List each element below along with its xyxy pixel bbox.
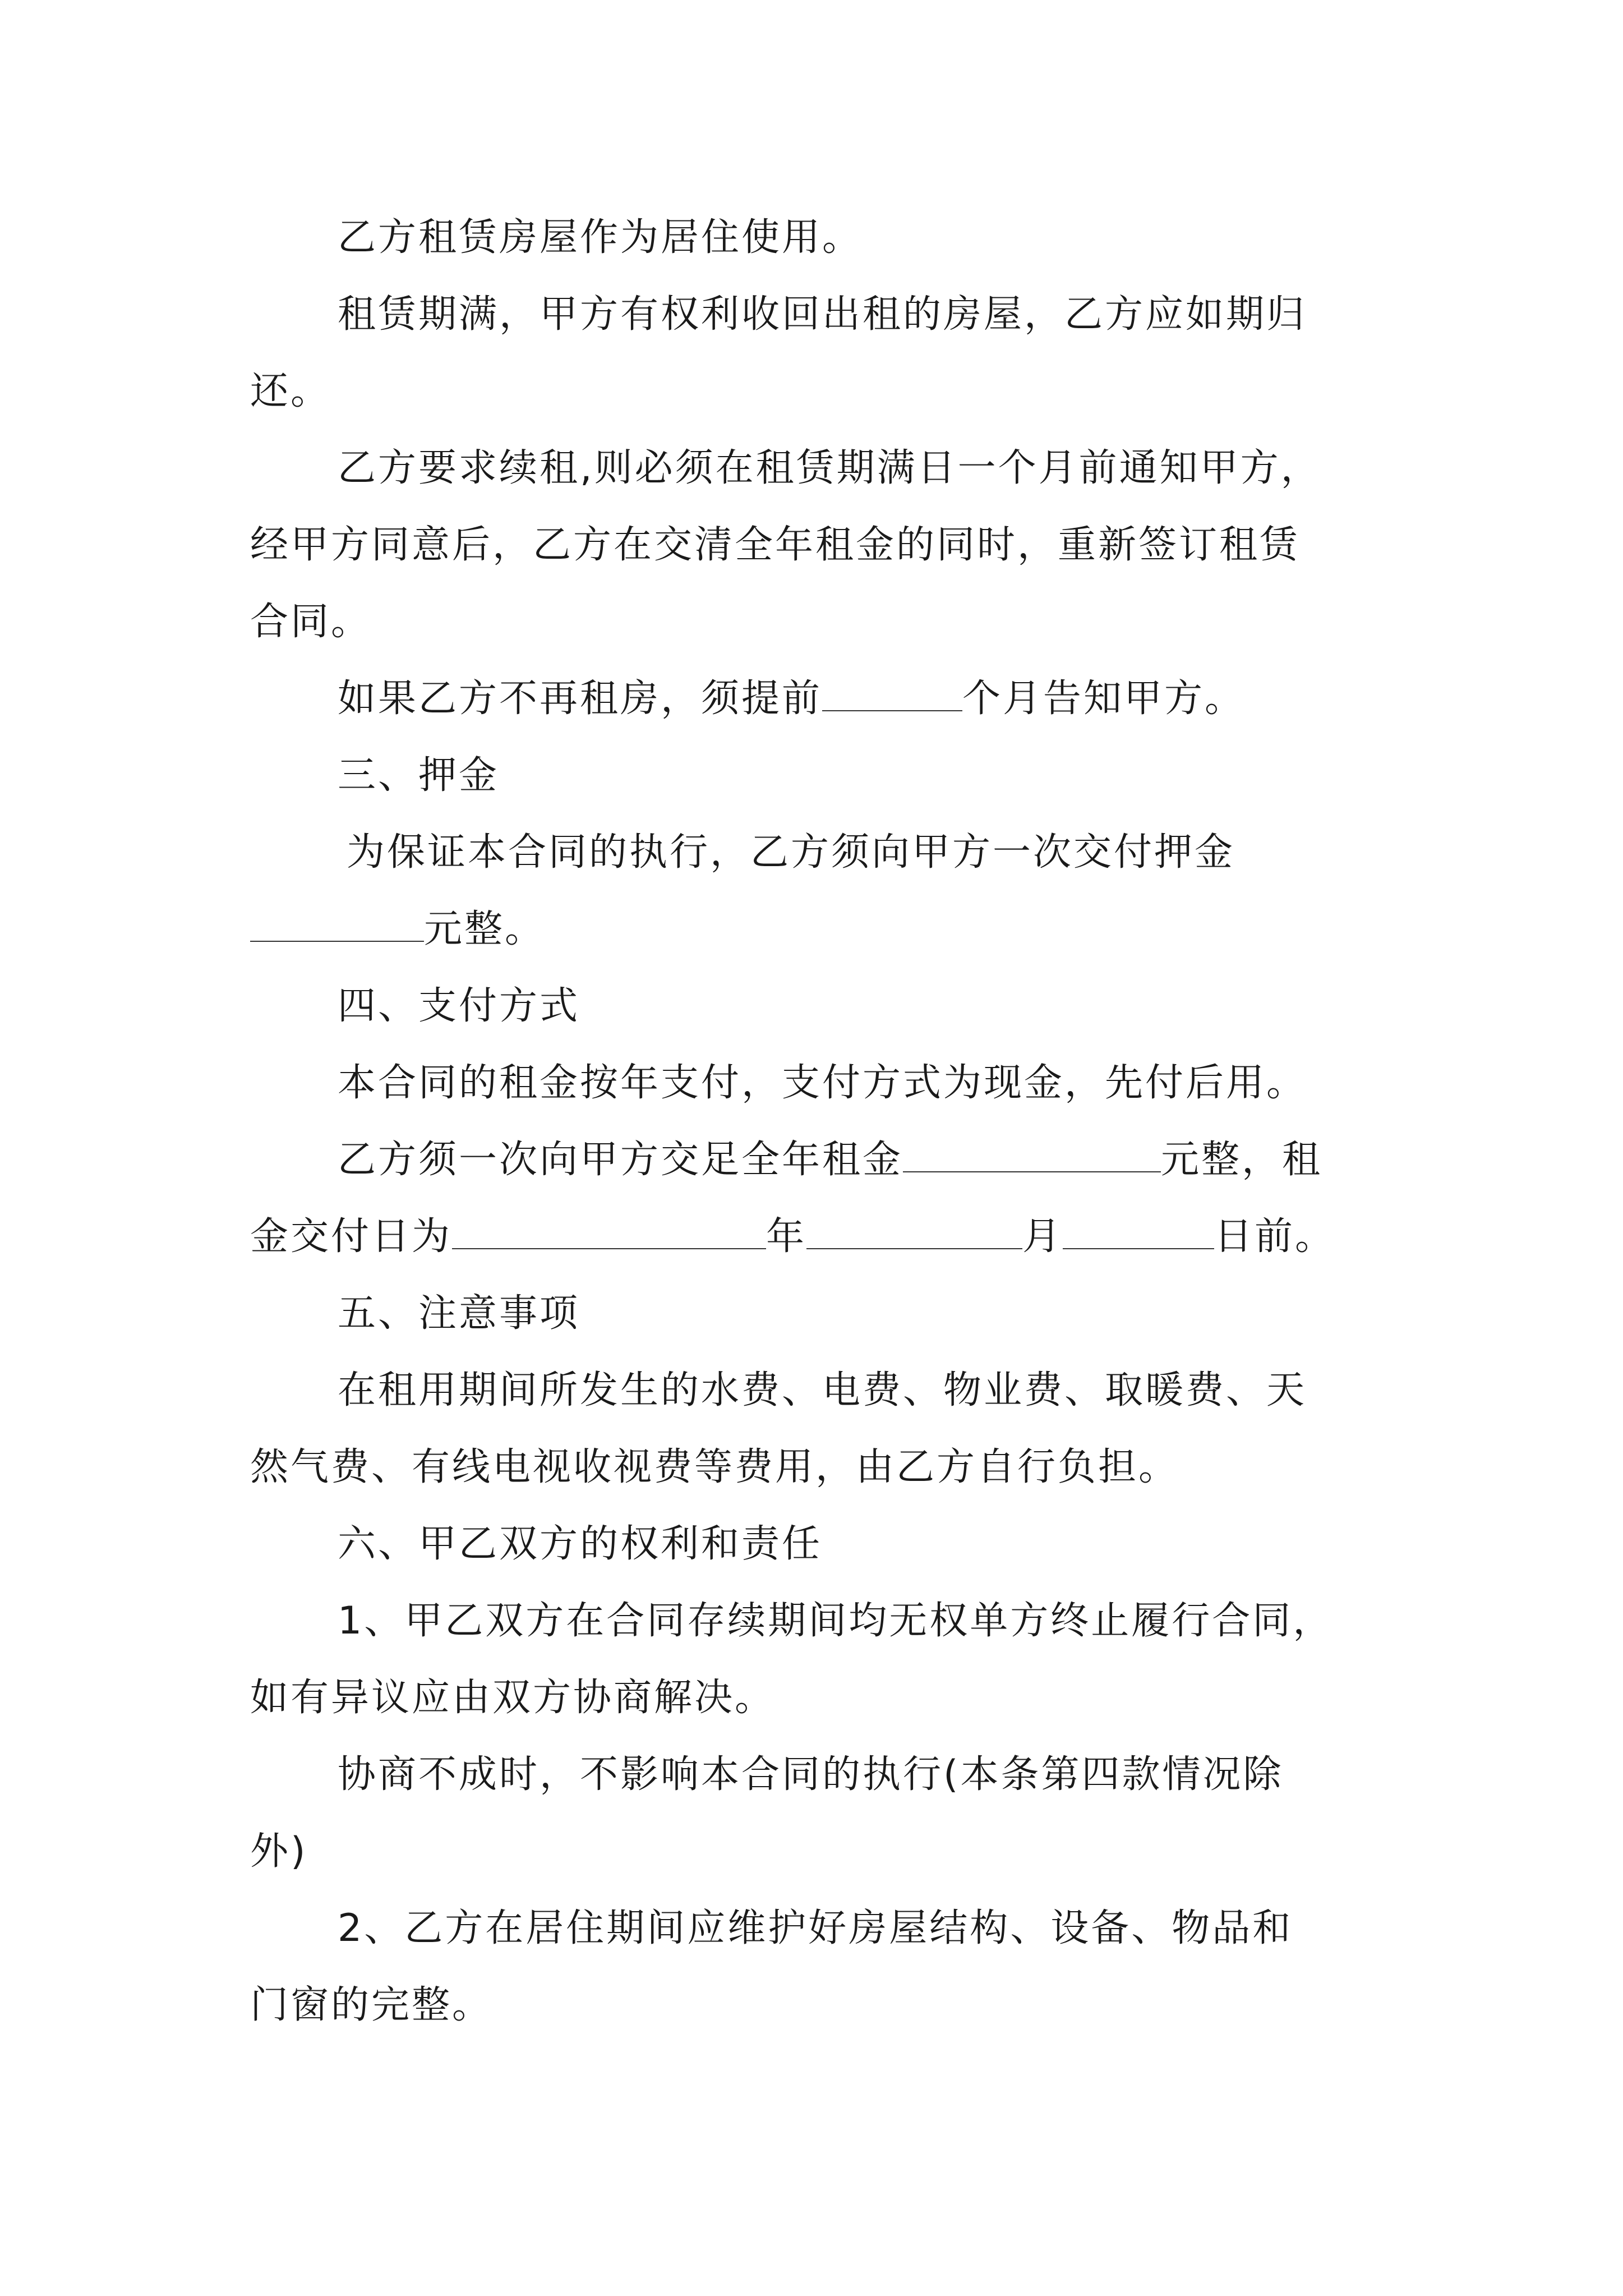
paragraph-line: 金交付日为 年 月 日前。 <box>250 1198 1389 1275</box>
paragraph-line: 还。 <box>250 369 331 413</box>
paragraph-line: 协商不成时，不影响本合同的执行(本条第四款情况除 <box>338 1752 1284 1797</box>
paragraph-line: 租赁期满，甲方有权利收回出租的房屋，乙方应如期归 <box>338 292 1307 337</box>
paragraph-line: 经甲方同意后，乙方在交清全年租金的同时，重新签订租赁 <box>250 523 1301 567</box>
paragraph-line: 为保证本合同的执行，乙方须向甲方一次交付押金 <box>347 830 1235 875</box>
paragraph-line: 合同。 <box>250 600 372 644</box>
paragraph-line: 元整。 <box>250 891 1389 968</box>
section-heading: 四、支付方式 <box>338 984 580 1028</box>
section-heading: 五、注意事项 <box>338 1291 580 1336</box>
paragraph-line: 1、甲乙双方在合同存续期间均无权单方终止履行合同， <box>338 1599 1334 1643</box>
paragraph-line: 外) <box>250 1829 308 1874</box>
fill-in-blank <box>1063 1209 1214 1249</box>
paragraph-line: 乙方须一次向甲方交足全年租金 元整，租 <box>250 1121 1389 1198</box>
fill-in-blank <box>250 901 424 942</box>
paragraph-line: 乙方租赁房屋作为居住使用。 <box>338 215 863 260</box>
fill-in-blank <box>903 1132 1161 1172</box>
document-body <box>250 199 1389 2044</box>
section-heading: 六、甲乙双方的权利和责任 <box>338 1522 823 1566</box>
paragraph-line: 如果乙方不再租房，须提前 个月告知甲方。 <box>250 660 1389 737</box>
section-heading: 三、押金 <box>338 753 500 798</box>
paragraph-line: 2、乙方在居住期间应维护好房屋结构、设备、物品和 <box>338 1906 1293 1950</box>
paragraph-line: 本合同的租金按年支付，支付方式为现金，先付后用。 <box>338 1061 1307 1105</box>
fill-in-blank <box>452 1209 766 1249</box>
paragraph-line: 在租用期间所发生的水费、电费、物业费、取暖费、天 <box>338 1368 1307 1412</box>
fill-in-blank <box>806 1209 1022 1249</box>
paragraph-line: 然气费、有线电视收视费等费用，由乙方自行负担。 <box>250 1445 1179 1489</box>
paragraph-line: 乙方要求续租,则必须在租赁期满日一个月前通知甲方， <box>338 446 1321 490</box>
paragraph-line: 如有异议应由双方协商解决。 <box>250 1676 776 1720</box>
paragraph-line: 门窗的完整。 <box>250 1983 493 2027</box>
fill-in-blank <box>822 671 962 711</box>
